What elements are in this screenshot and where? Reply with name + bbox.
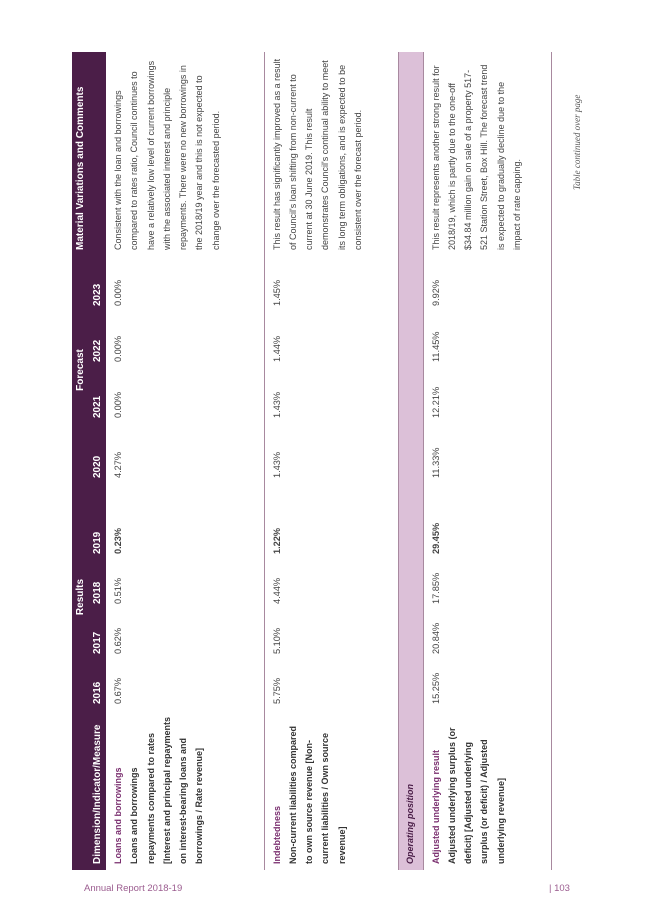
value-cell: 1.43% xyxy=(264,368,398,424)
measure-description: Loans and borrowings repayments compared to rates [Interest and principal repayments on interest-bearing loans and borrowings / Rate revenue] xyxy=(129,716,205,864)
year-header: 2023 xyxy=(88,256,106,312)
comment-cell: This result has significantly improved as a result of Council's loan shifting from non-current to current at 30 June 2019. This result demonstrates Council's continual ability to meet its long term obligations, and is expected to be consistent over the forecast period. xyxy=(264,52,398,256)
header-measure xyxy=(72,710,88,870)
value-cell: 0.51% xyxy=(106,560,264,610)
value-cell: 0.23% xyxy=(106,484,264,560)
header-dimension: Dimension/Indicator/Measure xyxy=(88,710,106,870)
measure-cell xyxy=(423,710,551,870)
performance-table xyxy=(72,52,552,870)
table-row xyxy=(264,52,398,870)
rotated-table-container xyxy=(72,52,592,870)
measure-title: Adjusted underlying result xyxy=(430,749,441,864)
header-comments-blank xyxy=(88,52,106,256)
measure-description: Adjusted underlying surplus (or deficit) [Adjusted underlying surplus (or deficit) / Adjusted underlying revenue] xyxy=(446,727,506,864)
measure-title: Indebtedness xyxy=(271,805,282,864)
header-forecast-group: Forecast xyxy=(72,256,88,484)
value-cell: 0.00% xyxy=(106,368,264,424)
value-cell: 15.25% xyxy=(423,660,551,710)
value-cell: 11.45% xyxy=(423,312,551,368)
comment-cell: This result represents another strong result for 2018/19, which is partly due to the one-off $34.84 million gain on sale of a property 517-521 Station Street, Box Hill. The forecast trend is expected to gradually decline due to the impact of rate capping. xyxy=(423,52,551,256)
footer-page-number: | 103 xyxy=(549,883,570,894)
comment-cell: Consistent with the loan and borrowings compared to rates ratio, Council continues to have a relatively low level of current borrowings with the associated interest and principle repayments. There were no new borrowings in the 2018/19 year and this is not expected to change over the forecasted period. xyxy=(106,52,264,256)
value-cell: 20.84% xyxy=(423,610,551,660)
value-cell: 0.00% xyxy=(106,312,264,368)
value-cell: 0.67% xyxy=(106,660,264,710)
header-comments: Material Variations and Comments xyxy=(72,52,88,256)
value-cell: 1.45% xyxy=(264,256,398,312)
value-cell: 9.92% xyxy=(423,256,551,312)
value-cell: 1.22% xyxy=(264,484,398,560)
year-header: 2020 xyxy=(88,424,106,484)
year-header: 2022 xyxy=(88,312,106,368)
year-header: 2016 xyxy=(88,660,106,710)
value-cell: 0.62% xyxy=(106,610,264,660)
value-cell: 1.44% xyxy=(264,312,398,368)
value-cell: 5.10% xyxy=(264,610,398,660)
value-cell: 1.43% xyxy=(264,424,398,484)
measure-description: Non-current liabilities compared to own source revenue [Non-current liabilities / Own source revenue] xyxy=(287,725,347,864)
footer-report-title: Annual Report 2018-19 xyxy=(84,883,183,894)
section-row xyxy=(398,52,423,870)
value-cell: 29.45% xyxy=(423,484,551,560)
header-results-group: Results xyxy=(72,484,88,710)
value-cell: 4.27% xyxy=(106,424,264,484)
measure-title: Loans and borrowings xyxy=(113,767,123,864)
table-row xyxy=(106,52,264,870)
value-cell: 11.33% xyxy=(423,424,551,484)
measure-cell xyxy=(264,710,398,870)
year-header: 2017 xyxy=(88,610,106,660)
table-continued-note: Table continued over page xyxy=(572,94,582,190)
value-cell: 5.75% xyxy=(264,660,398,710)
table-row xyxy=(423,52,551,870)
measure-cell xyxy=(106,710,264,870)
section-title: Operating position xyxy=(398,710,423,870)
value-cell: 4.44% xyxy=(264,560,398,610)
year-header: 2021 xyxy=(88,368,106,424)
value-cell: 12.21% xyxy=(423,368,551,424)
year-header: 2018 xyxy=(88,560,106,610)
value-cell: 17.85% xyxy=(423,560,551,610)
year-header: 2019 xyxy=(88,484,106,560)
value-cell: 0.00% xyxy=(106,256,264,312)
